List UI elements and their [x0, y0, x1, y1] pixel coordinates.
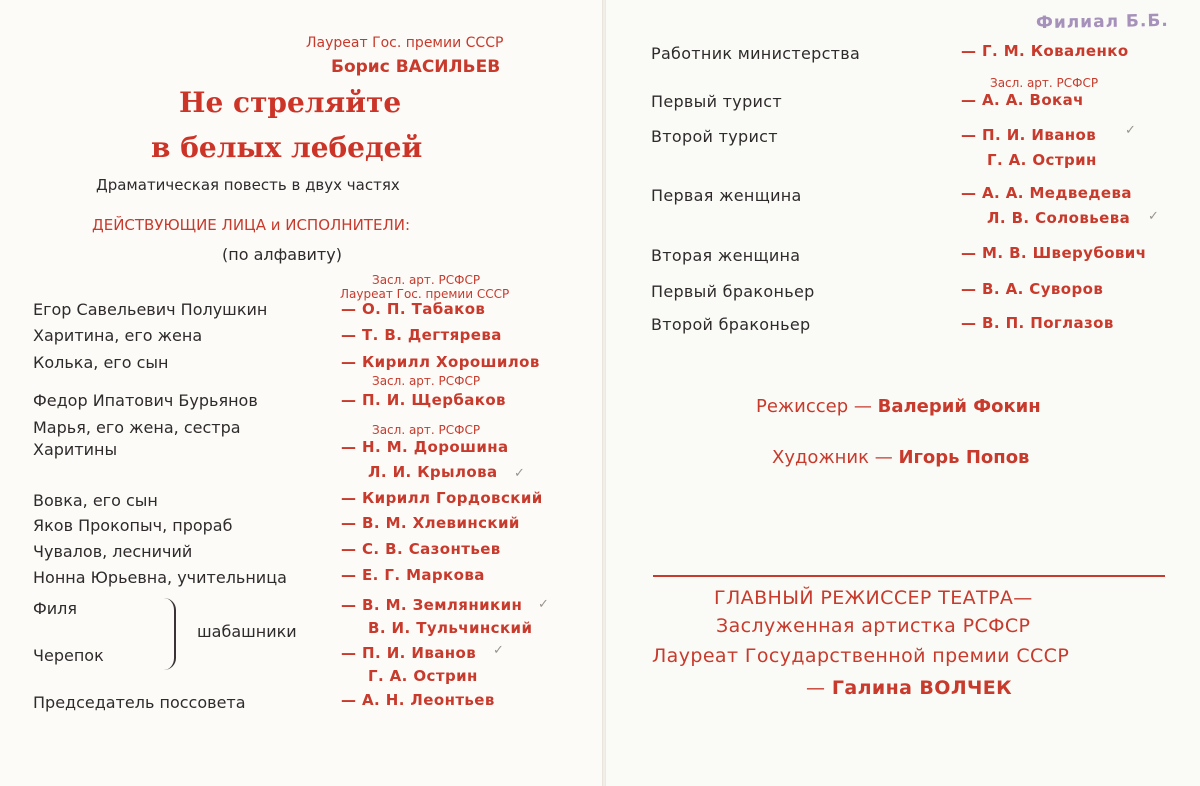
role-name: Второй турист — [651, 127, 778, 146]
role-name: Вовка, его сын — [33, 491, 158, 510]
check-mark-icon: ✓ — [1148, 209, 1159, 224]
role-name: Работник министерства — [651, 44, 861, 63]
actor-name: — В. М. Земляникин — [341, 596, 523, 614]
page-fold — [602, 0, 606, 786]
check-mark-icon: ✓ — [1125, 123, 1136, 138]
actor-name: Г. А. Острин — [987, 151, 1097, 169]
check-mark-icon: ✓ — [538, 597, 549, 612]
role-name: Харитины — [33, 440, 118, 459]
actor-name: — О. П. Табаков — [341, 300, 486, 318]
play-title-line-2: в белых лебедей — [151, 131, 423, 164]
actor-name: В. И. Тульчинский — [368, 619, 533, 637]
chief-director-name: Галина ВОЛЧЕК — [831, 677, 1013, 699]
director-credit — [756, 398, 1041, 416]
check-mark-icon: ✓ — [514, 466, 525, 481]
actor-name: — В. М. Хлевинский — [341, 514, 520, 532]
role-name: Харитина, его жена — [33, 326, 203, 345]
actor-name: — А. А. Медведева — [961, 184, 1132, 202]
actor-name: — С. В. Сазонтьев — [341, 540, 501, 558]
role-name: Второй браконьер — [651, 315, 811, 334]
play-genre: Драматическая повесть в двух частях — [96, 176, 400, 194]
chief-director-award: Лауреат Государственной премии СССР — [652, 645, 1070, 667]
actor-honor: Засл. арт. РСФСР — [372, 423, 481, 437]
divider-rule — [653, 575, 1165, 577]
actor-name: — П. И. Щербаков — [341, 391, 506, 409]
chief-director-heading: ГЛАВНЫЙ РЕЖИССЕР ТЕАТРА— — [714, 587, 1033, 609]
actor-name: — А. Н. Леонтьев — [341, 691, 495, 709]
actor-honor: Засл. арт. РСФСР — [990, 76, 1099, 90]
actor-name: — П. И. Иванов — [961, 126, 1097, 144]
actor-honor: Засл. арт. РСФСР — [372, 374, 481, 388]
actor-honor: Лауреат Гос. премии СССР — [340, 287, 510, 301]
designer-name: Игорь Попов — [898, 447, 1030, 468]
role-name: Филя — [33, 599, 78, 618]
role-name: Первый браконьер — [651, 282, 815, 301]
role-name: Федор Ипатович Бурьянов — [33, 391, 258, 410]
role-name: Колька, его сын — [33, 353, 169, 372]
actor-name: — Е. Г. Маркова — [341, 566, 485, 584]
chief-director-name-line — [806, 679, 1012, 698]
role-name: Нонна Юрьевна, учительница — [33, 568, 287, 587]
actor-name: — П. И. Иванов — [341, 644, 477, 662]
designer-label: Художник — — [772, 447, 893, 468]
author-name: Борис ВАСИЛЬЕВ — [331, 57, 501, 77]
name-dash: — — [806, 677, 826, 699]
actor-name: — Г. М. Коваленко — [961, 42, 1129, 60]
cast-subheading: (по алфавиту) — [222, 245, 342, 264]
actor-name: — Т. В. Дегтярева — [341, 326, 502, 344]
actor-name: — Кирилл Гордовский — [341, 489, 543, 507]
role-name: Яков Прокопыч, прораб — [33, 516, 233, 535]
actor-name: — В. П. Поглазов — [961, 314, 1114, 332]
author-laureate-line: Лауреат Гос. премии СССР — [306, 35, 504, 51]
actor-name: — А. А. Вокач — [961, 91, 1084, 109]
check-mark-icon: ✓ — [493, 643, 504, 658]
role-name: Егор Савельевич Полушкин — [33, 300, 268, 319]
chief-director-title: Заслуженная артистка РСФСР — [716, 615, 1031, 637]
actor-name: — М. В. Шверубович — [961, 244, 1147, 262]
group-brace — [164, 598, 176, 670]
director-name: Валерий Фокин — [877, 396, 1041, 417]
actor-name: Л. В. Соловьева — [987, 209, 1131, 227]
role-name: Черепок — [33, 646, 104, 665]
role-name: Марья, его жена, сестра — [33, 418, 241, 437]
role-name: Председатель поссовета — [33, 693, 246, 712]
role-name: Чувалов, лесничий — [33, 542, 193, 561]
cast-heading: ДЕЙСТВУЮЩИЕ ЛИЦА и ИСПОЛНИТЕЛИ: — [92, 216, 410, 234]
group-label: шабашники — [197, 622, 297, 641]
right-page — [604, 0, 1200, 786]
actor-name: — В. А. Суворов — [961, 280, 1104, 298]
role-name: Первая женщина — [651, 186, 802, 205]
actor-name: Л. И. Крылова — [368, 463, 498, 481]
actor-name: — Н. М. Дорошина — [341, 438, 509, 456]
actor-honor: Засл. арт. РСФСР — [372, 273, 481, 287]
designer-credit — [772, 449, 1029, 467]
role-name: Первый турист — [651, 92, 782, 111]
library-stamp: Филиал Б.Б. — [1035, 10, 1169, 34]
actor-name: Г. А. Острин — [368, 667, 478, 685]
play-title-line-1: Не стреляйте — [179, 86, 402, 119]
role-name: Вторая женщина — [651, 246, 801, 265]
director-label: Режиссер — — [756, 396, 872, 417]
actor-name: — Кирилл Хорошилов — [341, 353, 540, 371]
